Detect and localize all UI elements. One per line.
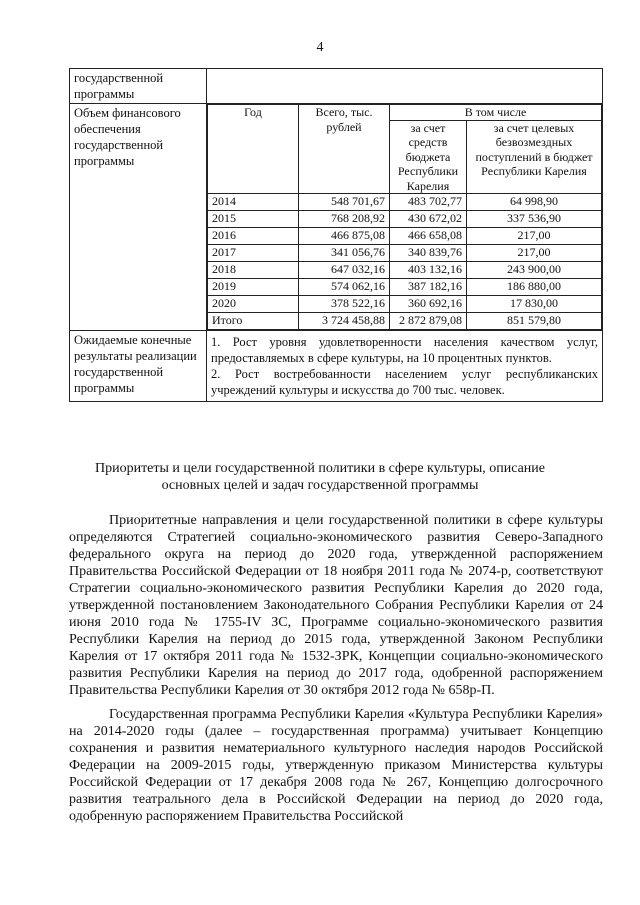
table-row: [70, 69, 603, 104]
finance-table: [207, 104, 602, 330]
table-row: [208, 245, 602, 262]
grants-cell: 64 998,90: [467, 194, 602, 211]
grants-cell: 851 579,80: [467, 313, 602, 330]
grants-cell: 186 880,00: [467, 279, 602, 296]
finance-cell: [207, 104, 603, 331]
budget-cell: 360 692,16: [390, 296, 467, 313]
total-cell: 647 032,16: [299, 262, 390, 279]
total-cell: 548 701,67: [299, 194, 390, 211]
result-item-2: 2. Рост востребованности населением услуг республиканских учреждений культуры и искусства до 700 тыс. человек.: [211, 367, 598, 397]
paragraph: Государственная программа Республики Карелия «Культура Республики Карелия» на 2014-2020 годы (далее – государственная программа) учитывает Концепцию сохранения и развития нематериального культурного наследия народов Российской Федерации на 2009-2015 годы, утвержденную приказом Министерства культуры Российской Федерации от 17 декабря 2008 года № 267, Концепцию долгосрочного развития театрального дела в Российской Федерации на период до 2020 года, одобренную распоряжением Правительства Российской: [69, 707, 603, 824]
table-row: [208, 296, 602, 313]
total-cell: 378 522,16: [299, 296, 390, 313]
grants-cell: 217,00: [467, 245, 602, 262]
table-row: [208, 228, 602, 245]
page-number: 4: [316, 40, 324, 55]
year-cell: Итого: [208, 313, 299, 330]
table-row: [208, 194, 602, 211]
total-cell: 768 208,92: [299, 211, 390, 228]
header-including: В том числе: [390, 105, 602, 121]
year-cell: 2020: [208, 296, 299, 313]
budget-cell: 2 872 879,08: [390, 313, 467, 330]
results-label: Ожидаемые конечные результаты реализации государственной программы: [70, 331, 207, 402]
total-cell: 574 062,16: [299, 279, 390, 296]
grants-cell: 217,00: [467, 228, 602, 245]
program-passport-table: [69, 68, 603, 402]
budget-cell: 387 182,16: [390, 279, 467, 296]
budget-cell: 430 672,02: [390, 211, 467, 228]
table-row-finance: [70, 104, 603, 331]
year-cell: 2017: [208, 245, 299, 262]
result-item-1: 1. Рост уровня удовлетворенности населения качеством услуг, предоставляемых в сфере культуры, на 10 процентных пунктов.: [211, 335, 598, 365]
table-row-results: [70, 331, 603, 402]
grants-cell: 337 536,90: [467, 211, 602, 228]
header-year: Год: [208, 105, 299, 194]
budget-cell: 403 132,16: [390, 262, 467, 279]
table-row: [208, 211, 602, 228]
empty-cell: [207, 69, 603, 104]
year-cell: 2015: [208, 211, 299, 228]
header-grants: за счет целевых безвозмездных поступлений в бюджет Республики Карелия: [467, 120, 602, 194]
row-label-program: государственной программы: [70, 69, 207, 104]
year-cell: 2019: [208, 279, 299, 296]
header-budget: за счет средств бюджета Республики Карелия: [390, 120, 467, 194]
results-cell: [207, 331, 603, 402]
total-cell: 3 724 458,88: [299, 313, 390, 330]
table-row: [208, 313, 602, 330]
section-heading: Приоритеты и цели государственной политики в сфере культуры, описание основных целей и задач государственной программы: [94, 461, 546, 493]
year-cell: 2018: [208, 262, 299, 279]
budget-cell: 340 839,76: [390, 245, 467, 262]
paragraph: Приоритетные направления и цели государственной политики в сфере культуры определяются Стратегией социально-экономического развития Северо-Западного федерального округа на период до 2020 года, утвержденной распоряжением Правительства Российской Федерации от 18 ноября 2011 года № 2074-р, соответствуют Стратегии социально-экономического развития Республики Карелия до 2020 года, утвержденной постановлением Законодательного Собрания Республики Карелия от 24 июня 2010 года № 1755-IV ЗС, Программе социально-экономического развития Республики Карелия на период до 2015 года, утвержденной Законом Республики Карелия от 17 октября 2011 года № 1532-ЗРК, Концепции социально-экономического развития Республики Карелия на период до 2017 года, одобренной распоряжением Правительства Республики Карелия от 30 октября 2012 года № 658р-П.: [69, 513, 603, 698]
grants-cell: 243 900,00: [467, 262, 602, 279]
table-row: [208, 262, 602, 279]
grants-cell: 17 830,00: [467, 296, 602, 313]
header-total: Всего, тыс. рублей: [299, 105, 390, 194]
year-cell: 2014: [208, 194, 299, 211]
year-cell: 2016: [208, 228, 299, 245]
table-row: [208, 279, 602, 296]
total-cell: 466 875,08: [299, 228, 390, 245]
total-cell: 341 056,76: [299, 245, 390, 262]
budget-cell: 483 702,77: [390, 194, 467, 211]
budget-cell: 466 658,08: [390, 228, 467, 245]
body-text: [69, 512, 603, 832]
finance-label: Объем финансового обеспечения государственной программы: [70, 104, 207, 331]
